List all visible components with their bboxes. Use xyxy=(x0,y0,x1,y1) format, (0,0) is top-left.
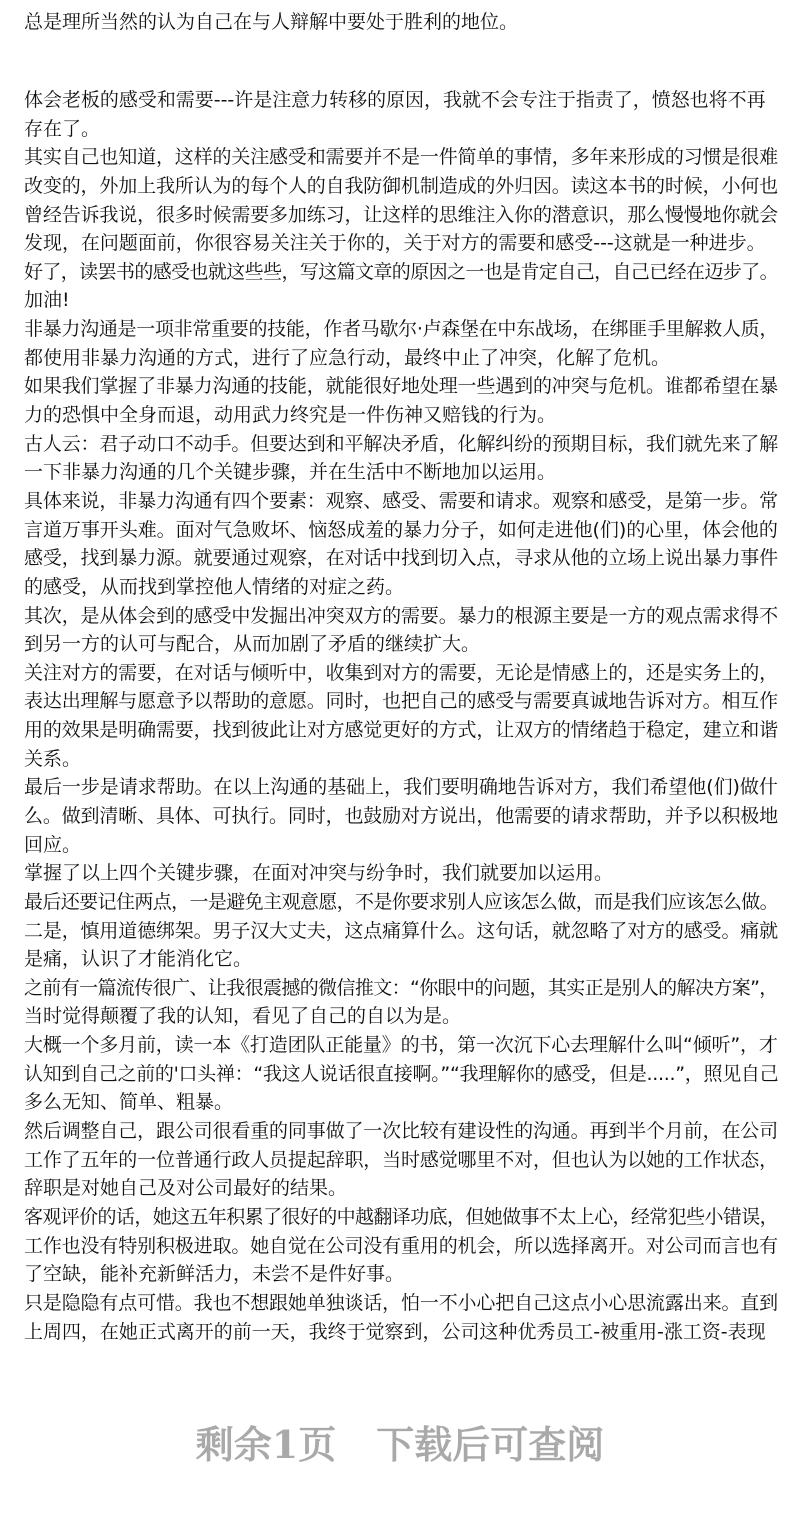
text-line: 古人云：君子动口不动手。但要达到和平解决矛盾，化解纠纷的预期目标，我们就先来了解 xyxy=(24,432,779,455)
text-line: 发现，在问题面前，你很容易关注关于你的，关于对方的需要和感受---这就是一种进步。 xyxy=(24,232,766,255)
text-line: 工作了五年的一位普通行政人员提起辞职，当时感觉哪里不对，但也认为以她的工作状态， xyxy=(24,1148,779,1171)
text-line: 到另一方的认可与配合，从而加剧了矛盾的继续扩大。 xyxy=(24,633,481,656)
text-line: 非暴力沟通是一项非常重要的技能，作者马歇尔·卢森堡在中东战场，在绑匪手里解救人质， xyxy=(24,318,779,341)
text-line: 力的恐惧中全身而退，动用武力终究是一件伤神又赔钱的行为。 xyxy=(24,404,557,427)
text-line: 改变的，外加上我所认为的每个人的自我防御机制造成的外归因。读这本书的时候，小何也 xyxy=(24,174,779,197)
text-line: 二是，慎用道德绑架。男子汉大丈夫，这点痛算什么。这句话，就忽略了对方的感受。痛就 xyxy=(24,919,779,942)
text-line: 上周四，在她正式离开的前一天，我终于觉察到，公司这种优秀员工-被重用-涨工资-表现 xyxy=(24,1320,766,1343)
text-line: 言道万事开头难。面对气急败坏、恼怒成羞的暴力分子，如何走进他(们)的心里，体会他的 xyxy=(24,518,778,541)
text-line: 存在了。 xyxy=(24,117,101,140)
document-body xyxy=(24,8,779,1346)
text-line: 的感受，从而找到掌控他人情绪的对症之药。 xyxy=(24,575,405,598)
text-line: 只是隐隐有点可惜。我也不想跟她单独谈话，怕一不小心把自己这点小心思流露出来。直到 xyxy=(24,1291,779,1314)
text-line: 好了，读罢书的感受也就这些些，写这篇文章的原因之一也是肯定自己，自己已经在迈步了。 xyxy=(24,260,779,283)
text-line: 客观评价的话，她这五年积累了很好的中越翻译功底，但她做事不太上心，经常犯些小错误， xyxy=(24,1205,779,1228)
text-line: 之前有一篇流传很广、让我很震撼的微信推文：“你眼中的问题，其实正是别人的解决方案”， xyxy=(24,976,778,999)
text-line: 是痛，认识了才能消化它。 xyxy=(24,948,253,971)
text-line: 关注对方的需要，在对话与倾听中，收集到对方的需要，无论是情感上的，还是实务上的， xyxy=(24,661,779,684)
text-line: 体会老板的感受和需要---许是注意力转移的原因，我就不会专注于指责了，愤怒也将不再 xyxy=(24,88,766,111)
text-line: 用的效果是明确需要，找到彼此让对方感觉更好的方式，让双方的情绪趋于稳定，建立和谐 xyxy=(24,719,779,742)
text-line: 大概一个多月前，读一本《打造团队正能量》的书，第一次沉下心去理解什么叫“倾听”，才 xyxy=(24,1034,778,1057)
text-line: 掌握了以上四个关键步骤，在面对冲突与纷争时，我们就要加以运用。 xyxy=(24,862,614,885)
text-line: 曾经告诉我说，很多时候需要多加练习，让这样的思维注入你的潜意识，那么慢慢地你就会 xyxy=(24,203,779,226)
text-line: 当时觉得颠覆了我的认知，看见了自己的自以为是。 xyxy=(24,1005,462,1028)
text-line: 多么无知、简单、粗暴。 xyxy=(24,1091,234,1114)
text-line: 加油! xyxy=(24,289,70,312)
text-line: 感受，找到暴力源。就要通过观察，在对话中找到切入点，寻求从他的立场上说出暴力事件 xyxy=(24,547,779,570)
text-line: 表达出理解与愿意予以帮助的意愿。同时，也把自己的感受与需要真诚地告诉对方。相互作 xyxy=(24,690,779,713)
text-line: 回应。 xyxy=(24,833,82,856)
text-line: 工作也没有特别积极进取。她自觉在公司没有重用的机会，所以选择离开。对公司而言也有 xyxy=(24,1234,779,1257)
text-line: 辞职是对她自己及对公司最好的结果。 xyxy=(24,1177,348,1200)
text-line: 总是理所当然的认为自己在与人辩解中要处于胜利的地位。 xyxy=(24,11,519,33)
download-prompt[interactable] xyxy=(0,1420,800,1470)
text-line: 认知到自己之前的'口头禅：“我这人说话很直接啊。”“我理解你的感受，但是.....”，照见自己 xyxy=(24,1062,779,1085)
text-line: 如果我们掌握了非暴力沟通的技能，就能很好地处理一些遇到的冲突与危机。谁都希望在暴 xyxy=(24,375,779,398)
text-line: 一下非暴力沟通的几个关键步骤，并在生活中不断地加以运用。 xyxy=(24,461,557,484)
text-line: 其次，是从体会到的感受中发掘出冲突双方的需要。暴力的根源主要是一方的观点需求得不 xyxy=(24,604,779,627)
text-line: 了空缺，能补充新鲜活力，未尝不是件好事。 xyxy=(24,1263,405,1286)
text-line: 具体来说，非暴力沟通有四个要素：观察、感受、需要和请求。观察和感受，是第一步。常 xyxy=(24,489,779,512)
text-line: 都使用非暴力沟通的方式，进行了应急行动，最终中止了冲突，化解了危机。 xyxy=(24,346,671,369)
text-line: 其实自己也知道，这样的关注感受和需要并不是一件简单的事情，多年来形成的习惯是很难 xyxy=(24,146,779,169)
text-line: 然后调整自己，跟公司很看重的同事做了一次比较有建设性的沟通。再到半个月前，在公司 xyxy=(24,1120,779,1143)
remaining-pages-label: 剩余1页 xyxy=(195,1422,337,1467)
text-line: 最后还要记住两点，一是避免主观意愿，不是你要求别人应该怎么做，而是我们应该怎么做。 xyxy=(24,890,779,913)
text-line: 么。做到清晰、具体、可执行。同时，也鼓励对方说出，他需要的请求帮助，并予以积极地 xyxy=(24,805,779,827)
text-line: 关系。 xyxy=(24,747,82,770)
download-to-view-label: 下载后可查阅 xyxy=(376,1422,605,1467)
text-line: 最后一步是请求帮助。在以上沟通的基础上，我们要明确地告诉对方，我们希望他(们)做什 xyxy=(24,776,778,799)
